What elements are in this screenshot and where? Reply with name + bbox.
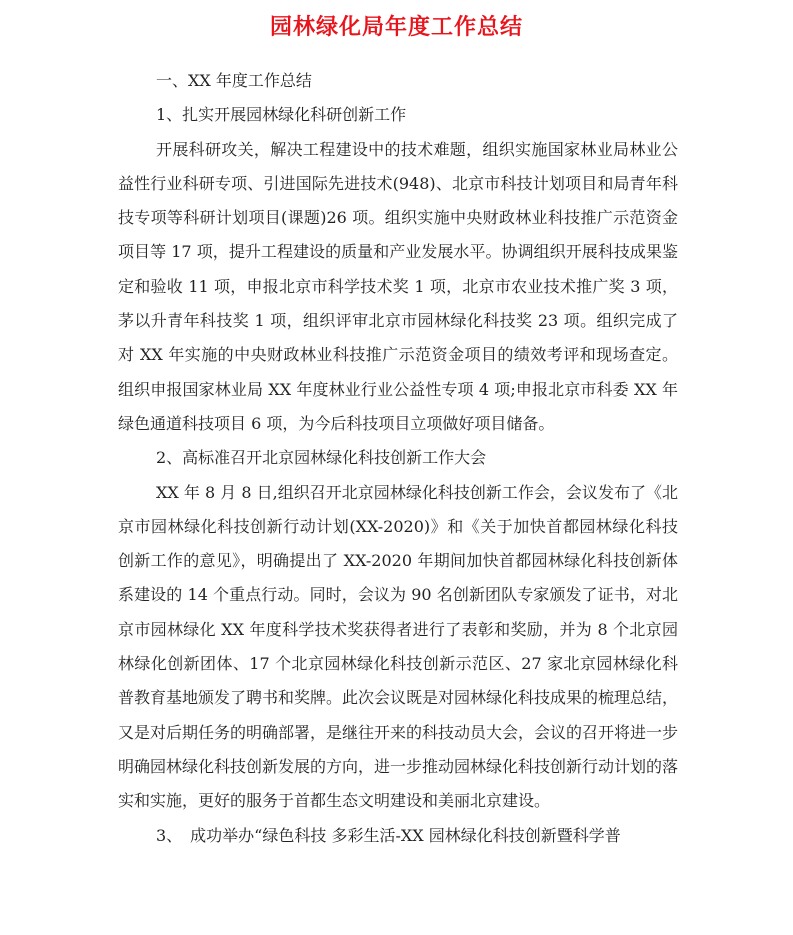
document-body [118, 64, 678, 853]
heading-annual-summary: 一、XX 年度工作总结 [156, 71, 312, 90]
section-2-paragraph: XX 年 8 月 8 日,组织召开北京园林绿化科技创新工作会，会议发布了《北京市园林绿化科技创新行动计划(XX-2020)》和《关于加快首都园林绿化科技创新工作的意见》，明确提出了 XX-2020 年期间加快首都园林绿化科技创新体系建设的 14 个重点行动。同时，会议为 90 名创新团队专家颁发了证书，对北京市园林绿化 XX 年度科学技术奖获得者进行了表彰和奖励，并为 8 个北京园林绿化创新团体、17 个北京园林绿化科技创新示范区、27 家北京园林绿化科普教育基地颁发了聘书和奖牌。此次会议既是对园林绿化科技成果的梳理总结，又是对后期任务的明确部署，是继往开来的科技动员大会，会议的召开将进一步明确园林绿化科技创新发展的方向，进一步推动园林绿化科技创新行动计划的落实和实施，更好的服务于首都生态文明建设和美丽北京建设。 [118, 482, 679, 811]
section-2-title: 2、高标准召开北京园林绿化科技创新工作大会 [156, 448, 487, 468]
document-title: 园林绿化局年度工作总结 [269, 15, 523, 40]
section-1-title: 1、扎实开展园林绿化科研创新工作 [156, 105, 407, 125]
section-3-title: 3、 成功举办“绿色科技 多彩生活-XX 园林绿化科技创新暨科学普 [156, 825, 621, 845]
section-1-paragraph: 开展科研攻关，解决工程建设中的技术难题，组织实施国家林业局林业公益性行业科研专项、引进国际先进技术(948)、北京市科技计划项目和局青年科技专项等科研计划项目(课题)26 项。组织实施中央财政林业科技推广示范资金项目等 17 项，提升工程建设的质量和产业发展水平。协调组织开展科技成果鉴定和验收 11 项，申报北京市科学技术奖 1 项，北京市农业技术推广奖 3 项，茅以升青年科技奖 1 项，组织评审北京市园林绿化科技奖 23 项。组织完成了对 XX 年实施的中央财政林业科技推广示范资金项目的绩效考评和现场查定。组织申报国家林业局 XX 年度林业行业公益性专项 4 项;申报北京市科委 XX 年绿色通道科技项目 6 项，为今后科技项目立项做好项目储备。 [118, 139, 678, 433]
